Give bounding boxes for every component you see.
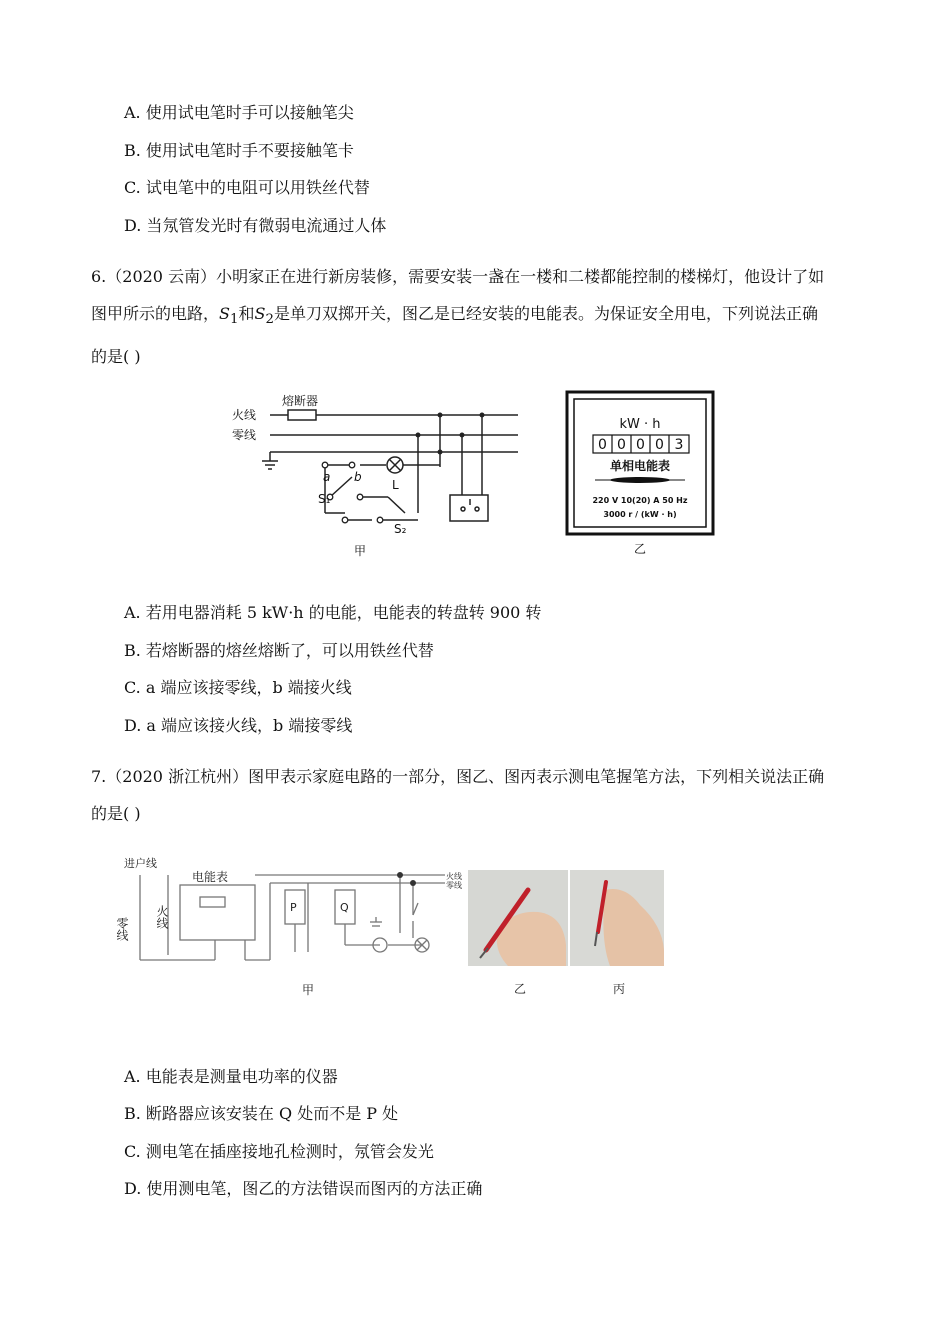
neutral-wire-label: 零线 [232,428,257,442]
q6-energy-meter [565,390,715,558]
live-right-label: 火线 [446,872,462,881]
q6-option-c[interactable]: C. a 端应该接零线，b 端接火线 [124,678,352,697]
meter-unit: kW · h [619,417,661,432]
meter-digit-3: 0 [636,437,645,453]
meter-digit-1: 0 [598,437,607,453]
q5-option-a[interactable]: A. 使用试电笔时手可以接触笔尖 [124,103,354,122]
q6-stem-line3: 的是( ) [91,347,141,367]
meter-spec-2: 3000 r / (kW · h) [603,510,677,519]
switch-s1-sub: 1 [229,312,239,328]
q7-stem-line2: 的是( ) [91,804,141,823]
meter-spec-1: 220 V 10(20) A 50 Hz [592,496,688,505]
q5-option-d[interactable]: D. 当氖管发光时有微弱电流通过人体 [124,216,387,235]
figure-yi-caption-q7: 乙 [514,982,527,996]
q6-and: 和 [238,304,255,323]
q6-option-b[interactable]: B. 若熔断器的熔丝熔断了，可以用铁丝代替 [124,641,434,660]
fuse-symbol [288,410,316,420]
q7-photo-captions [468,975,668,1000]
q7-stem-line1: 7.（2020 浙江杭州）图甲表示家庭电路的一部分，图乙、图丙表示测电笔握笔方法，下列相关说法正确 [91,767,825,786]
figure-jia-caption: 甲 [354,544,367,558]
meter-label: 电能表 [192,870,229,884]
q6-option-d[interactable]: D. a 端应该接火线，b 端接零线 [124,716,353,735]
switch-s2-sub: 2 [265,312,274,328]
point-p-label: P [290,901,297,914]
meter-digit-2: 0 [617,437,626,453]
q7-household-circuit [115,855,470,1000]
q5-option-b[interactable]: B. 使用试电笔时手不要接触笔卡 [124,141,354,160]
q7-option-d[interactable]: D. 使用测电笔，图乙的方法错误而图丙的方法正确 [124,1179,483,1198]
q6-stem-line2-b: 是单刀双掷开关，图乙是已经安装的电能表。为保证安全用电，下列说法正确 [273,304,818,323]
switch-s2-caption: S₂ [394,522,407,536]
q6-option-a[interactable]: A. 若用电器消耗 5 kW·h 的电能，电能表的转盘转 900 转 [124,603,542,622]
q6-stem-line2-a: 图甲所示的电路， [91,304,220,323]
live-vertical-label: 火线 [155,905,169,929]
neutral-vertical-label: 零线 [115,917,129,941]
q7-option-b[interactable]: B. 断路器应该安装在 Q 处而不是 P 处 [124,1104,399,1123]
neutral-right-label: 零线 [446,881,462,890]
q5-option-c[interactable]: C. 试电笔中的电阻可以用铁丝代替 [124,178,370,197]
live-wire-label: 火线 [232,408,257,422]
q6-stem-line2 [91,295,861,338]
photo-pen-grip-yi [468,870,568,966]
q6-circuit-diagram [230,385,530,560]
meter-title: 单相电能表 [609,459,671,473]
fuse-label: 熔断器 [282,394,319,408]
photo-pen-grip-bing [570,870,664,966]
q6-stem-line1: 6.（2020 云南）小明家正在进行新房装修，需要安装一盏在一楼和二楼都能控制的楼梯灯，他设计了如 [91,267,825,286]
q7-option-a[interactable]: A. 电能表是测量电功率的仪器 [124,1067,338,1086]
figure-bing-caption: 丙 [613,982,626,996]
meter-digit-4: 0 [655,437,664,453]
switch-s1-caption: S₁ [318,492,331,506]
switch-s2-label: S [254,304,266,323]
hand-holding-pen-icon [468,870,568,966]
figure-yi-caption: 乙 [633,542,647,556]
socket-symbol [450,495,488,521]
meter-digit-5: 3 [674,437,684,453]
terminal-a-label: a [323,470,331,484]
q7-option-c[interactable]: C. 测电笔在插座接地孔检测时，氖管会发光 [124,1142,434,1161]
lamp-label: L [392,478,399,492]
point-q-label: Q [340,901,349,914]
q7-stem [91,758,861,832]
terminal-b-label: b [354,470,362,484]
switch-s1-label: S [219,304,230,323]
figure-jia-caption-q7: 甲 [302,983,315,997]
hand-holding-pen-icon [570,870,664,966]
entry-wire-label: 进户线 [124,857,157,870]
q6-stem [91,258,861,375]
